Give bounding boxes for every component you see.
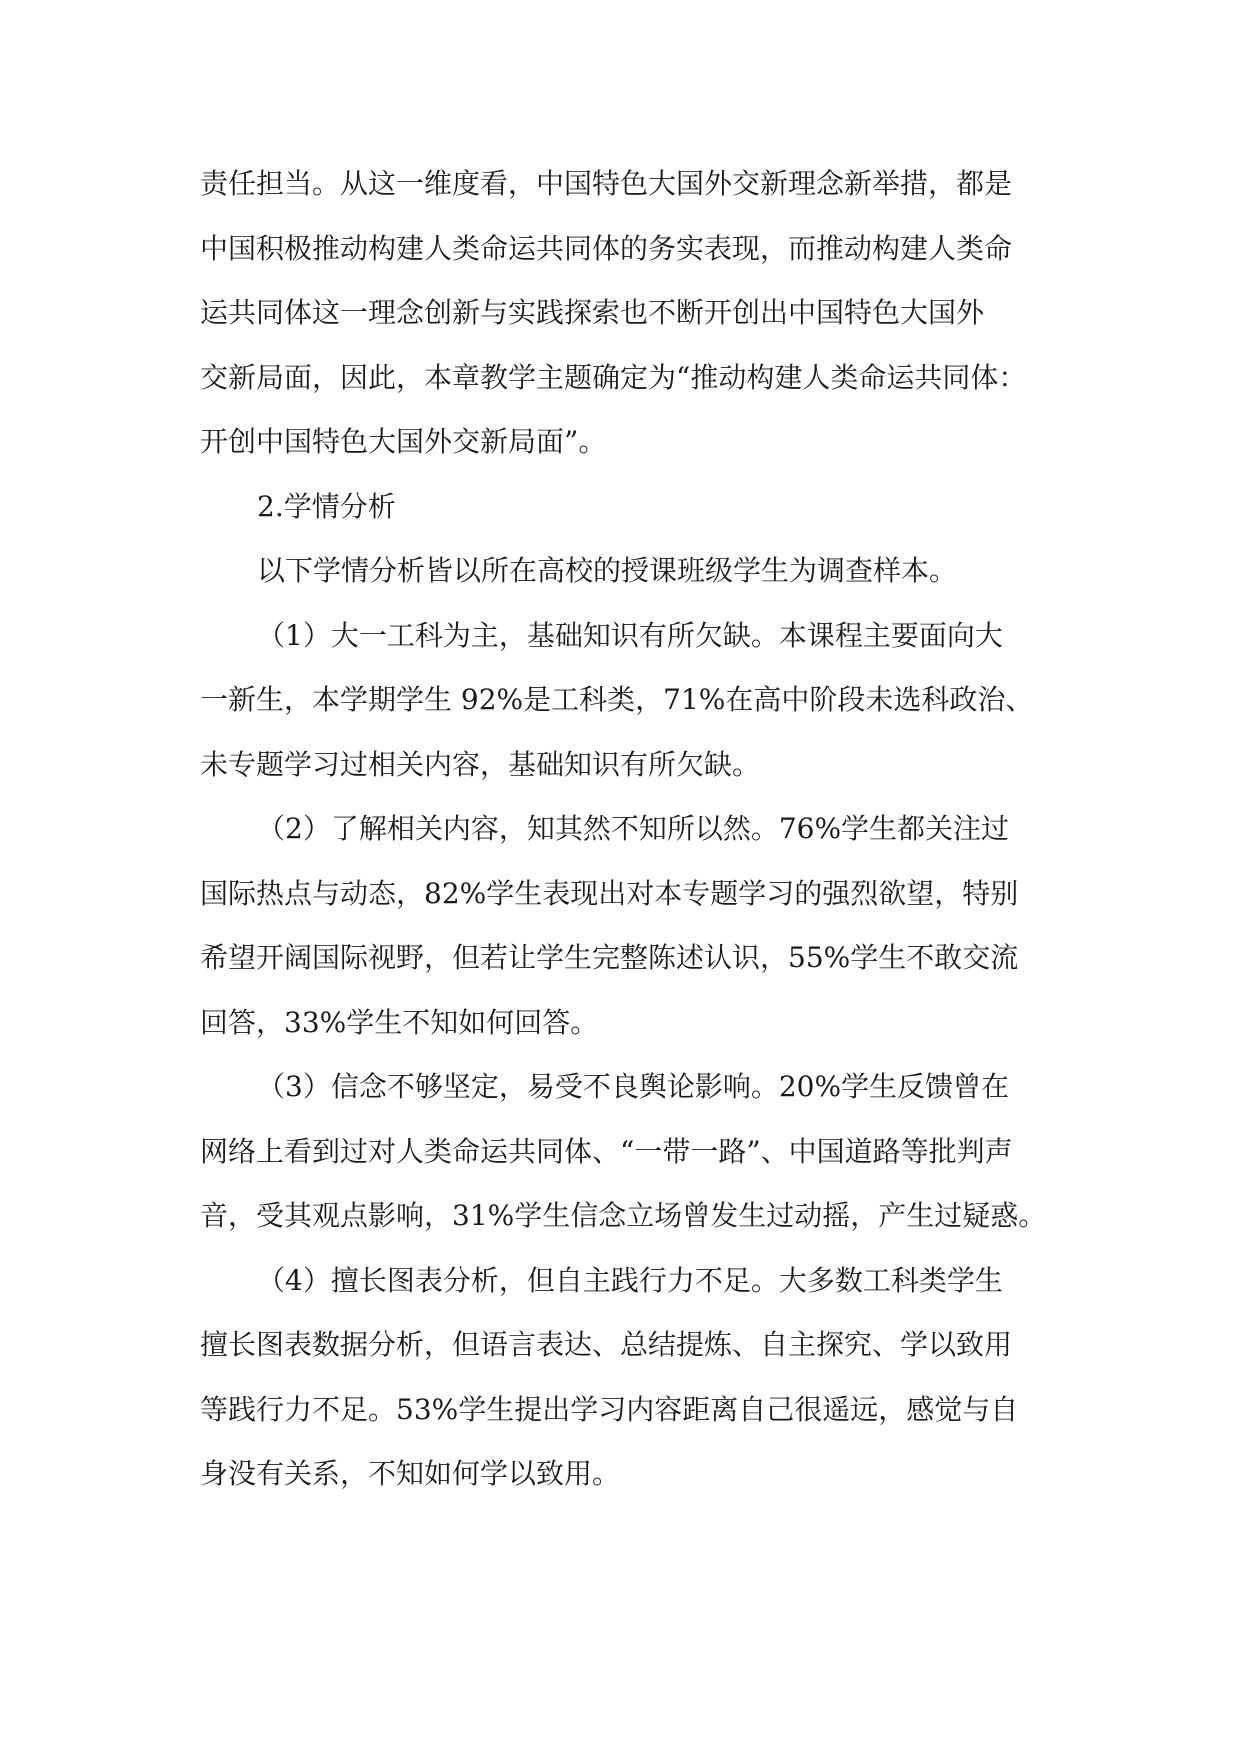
paragraph-point-3 xyxy=(200,1055,1060,1249)
paragraph-point-1 xyxy=(200,604,1060,798)
heading-text: 2.学情分析 xyxy=(257,489,396,523)
text-line: 运共同体这一理念创新与实践探索也不断开创出中国特色大国外 xyxy=(200,296,985,329)
text-line: 一新生，本学期学生 92%是工科类，71%在高中阶段未选科政治、 xyxy=(200,683,1034,716)
paragraph-point-4 xyxy=(200,1249,1060,1507)
paragraph-point-2 xyxy=(200,797,1060,1055)
text-line: 以下学情分析皆以所在高校的授课班级学生为调查样本。 xyxy=(257,554,958,587)
text-line: 回答，33%学生不知如何回答。 xyxy=(200,1005,599,1039)
text-line: 等践行力不足。53%学生提出学习内容距离自己很遥远，感觉与自 xyxy=(200,1392,1019,1426)
text-line: 开创中国特色大国外交新局面”。 xyxy=(200,425,607,458)
text-line: 希望开阔国际视野，但若让学生完整陈述认识，55%学生不敢交流 xyxy=(200,941,1019,974)
text-line: （4）擅长图表分析，但自主践行力不足。大多数工科类学生 xyxy=(257,1263,1003,1297)
section-heading-learning-analysis xyxy=(200,475,1060,540)
text-line: 音，受其观点影响，31%学生信念立场曾发生过动摇，产生过疑惑。 xyxy=(200,1199,1047,1232)
paragraph-survey-sample xyxy=(200,539,1060,604)
text-line: 中国积极推动构建人类命运共同体的务实表现，而推动构建人类命 xyxy=(200,231,1013,265)
text-line: 身没有关系，不知如何学以致用。 xyxy=(200,1457,621,1490)
text-line: （2）了解相关内容，知其然不知所以然。76%学生都关注过 xyxy=(257,812,1010,845)
document-body xyxy=(200,152,1060,1507)
text-line: （3）信念不够坚定，易受不良舆论影响。20%学生反馈曾在 xyxy=(257,1070,1010,1103)
text-line: 擅长图表数据分析，但语言表达、总结提炼、自主探究、学以致用 xyxy=(200,1328,1013,1361)
text-line: 国际热点与动态，82%学生表现出对本专题学习的强烈欲望，特别 xyxy=(200,876,1019,910)
text-line: 未专题学习过相关内容，基础知识有所欠缺。 xyxy=(200,747,761,781)
paragraph-teaching-theme xyxy=(200,152,1060,475)
text-line: 责任担当。从这一维度看，中国特色大国外交新理念新举措，都是 xyxy=(200,167,1013,200)
text-line: （1）大一工科为主，基础知识有所欠缺。本课程主要面向大 xyxy=(257,618,1003,652)
text-line: 交新局面，因此，本章教学主题确定为“推动构建人类命运共同体： xyxy=(200,360,1027,394)
text-line: 网络上看到过对人类命运共同体、“一带一路”、中国道路等批判声 xyxy=(200,1134,1013,1168)
